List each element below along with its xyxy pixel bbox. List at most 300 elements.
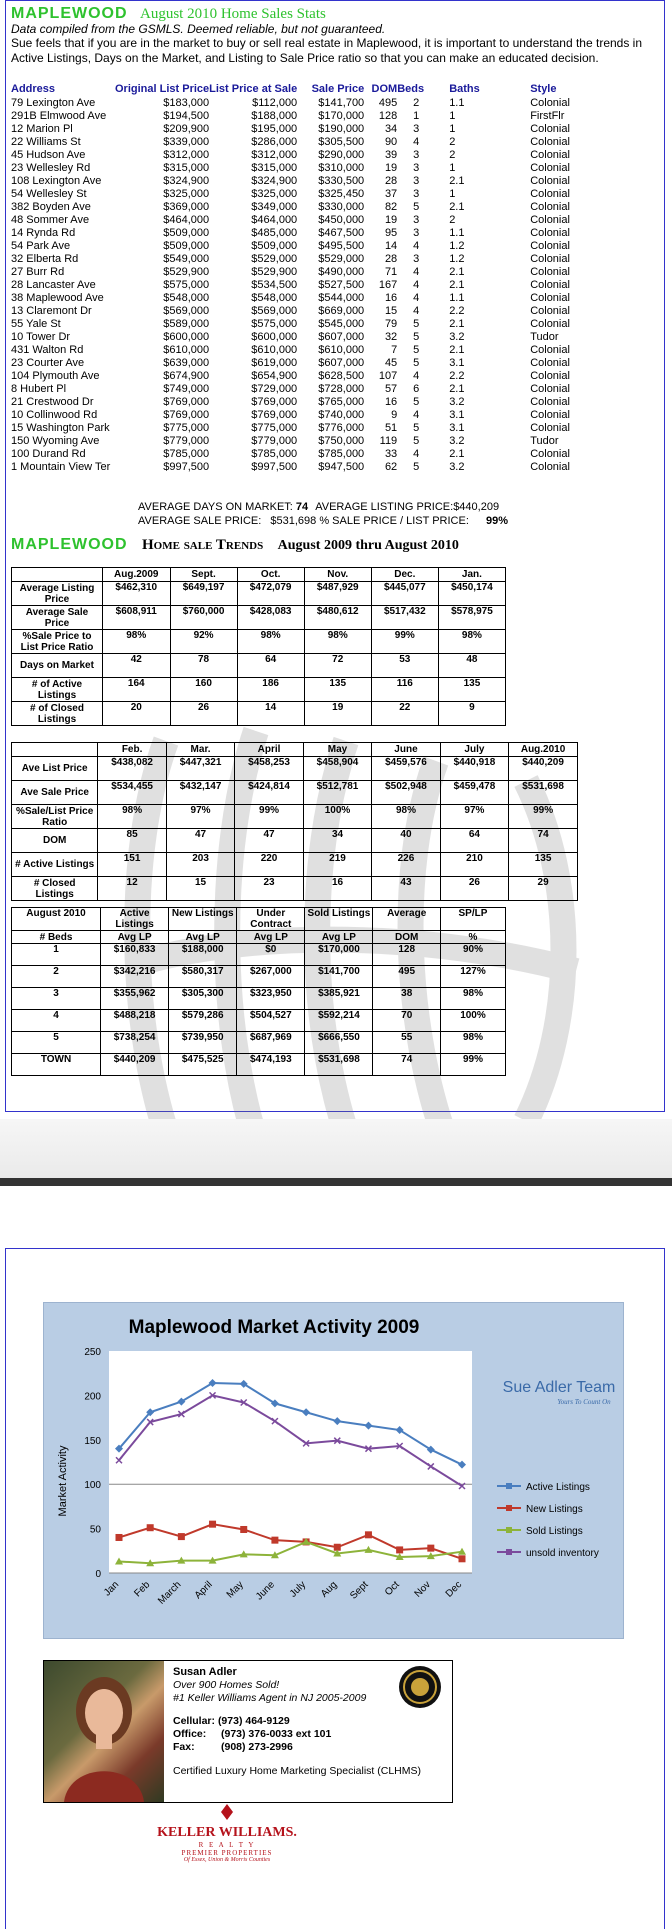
table-cell: 151 xyxy=(98,853,166,877)
col-dom: DOM xyxy=(371,82,398,95)
agent-name: Susan Adler xyxy=(173,1666,237,1678)
table-cell: $738,254 xyxy=(101,1032,169,1054)
table-cell: 64 xyxy=(237,654,304,678)
x-tick-label: Feb xyxy=(132,1579,153,1600)
table-cell: 2.1 xyxy=(449,383,465,395)
table-cell: $339,000 xyxy=(163,136,210,148)
table-cell: $438,082 xyxy=(98,757,166,781)
table-cell: 1 xyxy=(449,188,456,200)
table-cell: $315,000 xyxy=(251,162,298,174)
table-cell: $669,000 xyxy=(318,305,365,317)
table-cell: 3.1 xyxy=(449,422,465,434)
table-cell: $325,000 xyxy=(251,188,298,200)
table-cell: 220 xyxy=(235,853,303,877)
table-cell: 108 Lexington Ave xyxy=(11,175,102,187)
table-cell: 7 xyxy=(391,344,398,356)
table-cell: 5 xyxy=(413,318,420,330)
table-subheader-row xyxy=(12,931,506,944)
x-tick-label: Dec xyxy=(443,1579,465,1600)
row-label: Ave Sale Price xyxy=(12,781,98,805)
column-subheader: DOM xyxy=(373,931,440,944)
table-cell: 4 xyxy=(413,305,420,317)
table-cell: 4 xyxy=(413,409,420,421)
table-cell: 3 xyxy=(413,149,420,161)
table-cell: $349,000 xyxy=(251,201,298,213)
table-cell: 291B Elmwood Ave xyxy=(11,110,107,122)
table-cell: 1.1 xyxy=(449,227,465,239)
table-row xyxy=(11,318,600,331)
table-cell: $267,000 xyxy=(237,966,305,988)
table-cell: 10 Collinwood Rd xyxy=(11,409,98,421)
report-page-1 xyxy=(5,0,665,1112)
table-cell: 32 xyxy=(384,331,398,343)
office-phone[interactable]: (973) 376-0033 ext 101 xyxy=(221,1728,332,1740)
table-cell: 27 Burr Rd xyxy=(11,266,65,278)
table-cell: 3 xyxy=(413,253,420,265)
table-cell: 6 xyxy=(413,383,420,395)
brand-title: MAPLEWOOD xyxy=(11,5,128,22)
table-cell: $619,000 xyxy=(251,357,298,369)
table-cell: $769,000 xyxy=(163,409,210,421)
table-row xyxy=(11,422,600,435)
table-cell: $432,147 xyxy=(166,781,234,805)
table-cell: 127% xyxy=(440,966,505,988)
kw-crest-icon xyxy=(207,1802,247,1822)
table-cell: $529,000 xyxy=(318,253,365,265)
table-cell: 74 xyxy=(373,1054,440,1076)
table-cell: 2.1 xyxy=(449,266,465,278)
table-cell: $330,500 xyxy=(318,175,365,187)
table-cell: 37 xyxy=(384,188,398,200)
table-cell: $608,911 xyxy=(103,606,171,630)
table-cell: 186 xyxy=(237,678,304,702)
column-header: Under Contract xyxy=(237,908,305,931)
table-cell: $947,500 xyxy=(318,461,365,473)
bedroom-breakdown-table xyxy=(11,907,506,1076)
brokerage-realty: R E A L T Y xyxy=(198,1841,256,1849)
table-cell: $488,218 xyxy=(101,1010,169,1032)
x-tick-label: July xyxy=(287,1579,309,1600)
table-cell: 203 xyxy=(166,853,234,877)
table-row xyxy=(11,409,600,422)
table-cell: $195,000 xyxy=(251,123,298,135)
table-cell: 3.2 xyxy=(449,331,465,343)
table-cell: 1 Mountain View Ter xyxy=(11,461,111,473)
table-cell: Colonial xyxy=(530,175,570,187)
table-cell: 98% xyxy=(103,630,171,654)
avg-sale-price-value: $531,698 xyxy=(270,515,317,527)
table-cell: $765,000 xyxy=(318,396,365,408)
column-header: SP/LP xyxy=(440,908,505,931)
table-cell: Colonial xyxy=(530,188,570,200)
table-cell: 2 xyxy=(449,149,456,161)
table-cell: 167 xyxy=(378,279,398,291)
table-cell: 72 xyxy=(304,654,371,678)
table-cell: $440,209 xyxy=(101,1054,169,1076)
table-cell: Colonial xyxy=(530,97,570,109)
brokerage-premier: PREMIER PROPERTIES xyxy=(181,1849,273,1857)
row-label: 5 xyxy=(12,1032,101,1054)
team-logo-text: Sue Adler Team xyxy=(502,1379,616,1396)
table-cell: $534,500 xyxy=(251,279,298,291)
fax-label: Fax: xyxy=(173,1741,195,1753)
table-cell: $545,000 xyxy=(318,318,365,330)
table-cell: $342,216 xyxy=(101,966,169,988)
table-cell: Colonial xyxy=(530,123,570,135)
table-cell: 42 xyxy=(103,654,171,678)
table-cell: 160 xyxy=(170,678,237,702)
table-row xyxy=(12,606,506,630)
table-cell: 15 Washington Park xyxy=(11,422,110,434)
y-tick-label: 250 xyxy=(84,1347,101,1358)
table-cell: $170,000 xyxy=(318,110,365,122)
table-cell: 2 xyxy=(449,136,456,148)
col-beds: Beds xyxy=(397,82,425,95)
table-cell: $654,900 xyxy=(251,370,298,382)
table-row xyxy=(11,266,600,279)
table-cell: $509,000 xyxy=(163,240,210,252)
data-point xyxy=(178,1533,185,1540)
table-cell: $467,500 xyxy=(318,227,365,239)
table-cell: $775,000 xyxy=(163,422,210,434)
sales-table xyxy=(11,81,600,474)
table-row xyxy=(11,279,600,292)
data-source-note: Data compiled from the GSMLS. Deemed reliable, but not guaranteed. xyxy=(11,22,386,36)
table-cell: 14 xyxy=(237,702,304,726)
table-cell: Colonial xyxy=(530,149,570,161)
table-cell: $475,525 xyxy=(169,1054,237,1076)
table-cell: 3 xyxy=(413,175,420,187)
table-cell: FirstFlr xyxy=(530,110,565,122)
table-cell: 29 xyxy=(509,877,578,901)
table-row xyxy=(12,1010,506,1032)
row-label: 4 xyxy=(12,1010,101,1032)
col-baths: Baths xyxy=(449,82,480,95)
legend-marker xyxy=(506,1549,512,1555)
table-cell: 45 Hudson Ave xyxy=(11,149,86,161)
table-cell: $330,000 xyxy=(318,201,365,213)
table-cell: 4 xyxy=(413,279,420,291)
table-cell: 12 Marion Pl xyxy=(11,123,73,135)
table-cell: $529,900 xyxy=(251,266,298,278)
row-label: Ave List Price xyxy=(12,757,98,781)
table-cell: 22 Williams St xyxy=(11,136,81,148)
table-row xyxy=(11,175,600,188)
table-row xyxy=(11,149,600,162)
sp-lp-value: 99% xyxy=(485,515,508,527)
table-cell: 1.1 xyxy=(449,292,465,304)
table-cell: 23 Courter Ave xyxy=(11,357,85,369)
table-cell: 4 xyxy=(413,448,420,460)
table-cell: 4 xyxy=(413,370,420,382)
table-cell: 16 xyxy=(303,877,371,901)
table-cell: Colonial xyxy=(530,162,570,174)
table-cell: $749,000 xyxy=(163,383,210,395)
table-cell: 28 xyxy=(384,175,398,187)
table-cell: $548,000 xyxy=(163,292,210,304)
avg-dom-value: 74 xyxy=(295,501,309,513)
table-cell: $160,833 xyxy=(101,944,169,966)
table-row xyxy=(11,110,600,123)
report-header xyxy=(11,5,326,23)
team-logo-tagline: Yours To Count On xyxy=(557,1398,611,1406)
table-cell: 98% xyxy=(440,1032,505,1054)
data-point xyxy=(209,1521,216,1528)
table-cell: $607,000 xyxy=(318,357,365,369)
table-cell: 55 Yale St xyxy=(11,318,61,330)
table-cell: 70 xyxy=(373,1010,440,1032)
page-separator xyxy=(0,1119,672,1183)
table-cell: $600,000 xyxy=(163,331,210,343)
chart-title: Maplewood Market Activity 2009 xyxy=(128,1317,420,1338)
table-row xyxy=(11,305,600,318)
table-cell: 3.1 xyxy=(449,409,465,421)
table-cell: 3 xyxy=(413,188,420,200)
table-cell: 2 xyxy=(449,214,456,226)
table-cell: Colonial xyxy=(530,305,570,317)
table-cell: $325,450 xyxy=(318,188,365,200)
table-cell: $458,904 xyxy=(303,757,371,781)
table-row xyxy=(11,214,600,227)
legend-marker xyxy=(506,1483,512,1489)
column-header xyxy=(12,743,98,757)
data-point xyxy=(459,1555,466,1562)
col-original-list-price: Original List Price xyxy=(115,82,210,95)
table-cell: Colonial xyxy=(530,136,570,148)
cell-row xyxy=(173,1715,290,1727)
avg-list-price-label: AVERAGE LISTING PRICE: xyxy=(315,501,454,513)
table-cell: 98% xyxy=(98,805,166,829)
table-cell: $529,000 xyxy=(251,253,298,265)
table-cell: $424,814 xyxy=(235,781,303,805)
table-cell: 382 Boyden Ave xyxy=(11,201,91,213)
table-cell: 40 xyxy=(372,829,440,853)
table-cell: 23 xyxy=(235,877,303,901)
table-cell: Colonial xyxy=(530,370,570,382)
table-cell: $209,900 xyxy=(163,123,210,135)
table-cell: $305,500 xyxy=(318,136,365,148)
table-cell: 5 xyxy=(413,422,420,434)
table-cell: $769,000 xyxy=(251,409,298,421)
table-cell: $355,962 xyxy=(101,988,169,1010)
table-row xyxy=(12,966,506,988)
table-cell: 28 Lancaster Ave xyxy=(11,279,96,291)
table-cell: Colonial xyxy=(530,292,570,304)
column-header: Sept. xyxy=(170,568,237,582)
table-cell: $610,000 xyxy=(163,344,210,356)
table-cell: $512,781 xyxy=(303,781,371,805)
table-cell: Colonial xyxy=(530,461,570,473)
table-cell: 97% xyxy=(166,805,234,829)
table-cell: Colonial xyxy=(530,448,570,460)
table-cell: 78 xyxy=(170,654,237,678)
column-subheader: % xyxy=(440,931,505,944)
table-cell: 2.2 xyxy=(449,370,465,382)
table-cell: $728,000 xyxy=(318,383,365,395)
summary-line-2 xyxy=(138,515,508,527)
table-row xyxy=(11,435,600,448)
table-cell: Colonial xyxy=(530,253,570,265)
table-cell: $324,900 xyxy=(251,175,298,187)
x-tick-label: April xyxy=(192,1579,215,1602)
table-cell: 26 xyxy=(440,877,508,901)
table-cell: $286,000 xyxy=(251,136,298,148)
table-cell: $487,929 xyxy=(304,582,371,606)
table-cell: 1.1 xyxy=(449,97,465,109)
table-cell: $531,698 xyxy=(305,1054,373,1076)
row-label: # of Closed Listings xyxy=(12,702,103,726)
x-tick-label: June xyxy=(253,1579,278,1603)
table-row xyxy=(11,370,600,383)
table-cell: $769,000 xyxy=(251,396,298,408)
table-cell: Colonial xyxy=(530,344,570,356)
row-label: %Sale Price to List Price Ratio xyxy=(12,630,103,654)
y-tick-label: 100 xyxy=(84,1480,101,1492)
table-cell: 85 xyxy=(98,829,166,853)
table-cell: $639,000 xyxy=(163,357,210,369)
table-cell: $580,317 xyxy=(169,966,237,988)
table-cell: $531,698 xyxy=(509,781,578,805)
table-cell: Colonial xyxy=(530,279,570,291)
table-cell: $569,000 xyxy=(163,305,210,317)
table-cell: 9 xyxy=(391,409,398,421)
table-row xyxy=(11,123,600,136)
table-cell: 495 xyxy=(373,966,440,988)
table-cell: $312,000 xyxy=(163,149,210,161)
table-row xyxy=(11,136,600,149)
table-row xyxy=(11,227,600,240)
agent-photo xyxy=(44,1661,164,1802)
table-cell: $188,000 xyxy=(169,944,237,966)
y-tick-label: 150 xyxy=(84,1435,101,1447)
brokerage-name: KELLER WILLIAMS. xyxy=(157,1825,297,1840)
table-cell: 226 xyxy=(372,853,440,877)
table-cell: 119 xyxy=(379,435,398,447)
table-cell: $385,921 xyxy=(305,988,373,1010)
row-label: %Sale/List Price Ratio xyxy=(12,805,98,829)
table-cell: 13 Claremont Dr xyxy=(11,305,92,317)
cell-phone[interactable]: (973) 464-9129 xyxy=(217,1715,290,1727)
avg-list-price-value: $440,209 xyxy=(453,501,500,513)
certification: Certified Luxury Home Marketing Specialist (CLHMS) xyxy=(173,1765,421,1777)
table-cell: $549,000 xyxy=(163,253,210,265)
table-row xyxy=(11,383,600,396)
table-cell: $600,000 xyxy=(251,331,298,343)
table-header-row xyxy=(12,908,506,931)
table-cell: 38 Maplewood Ave xyxy=(11,292,104,304)
col-list-price-at-sale: List Price at Sale xyxy=(209,82,298,95)
table-cell: 20 xyxy=(103,702,171,726)
row-label: 1 xyxy=(12,944,101,966)
table-row xyxy=(12,988,506,1010)
table-cell: 45 xyxy=(384,357,398,369)
table-cell: $445,077 xyxy=(371,582,438,606)
table-cell: 22 xyxy=(371,702,438,726)
table-cell: $739,950 xyxy=(169,1032,237,1054)
y-tick-label: 0 xyxy=(95,1569,101,1580)
x-tick-label: Nov xyxy=(412,1579,433,1600)
table-cell: 95 xyxy=(384,227,398,239)
table-cell: 116 xyxy=(371,678,438,702)
table-cell: 16 xyxy=(384,292,398,304)
table-cell: $440,918 xyxy=(440,757,508,781)
table-cell: $578,975 xyxy=(438,606,505,630)
table-cell: 5 xyxy=(413,435,420,447)
table-cell: 1.2 xyxy=(449,253,465,265)
legend-label: New Listings xyxy=(526,1504,583,1515)
table-cell: 26 xyxy=(170,702,237,726)
table-cell: Colonial xyxy=(530,266,570,278)
column-header: Sold Listings xyxy=(305,908,373,931)
table-cell: 150 Wyoming Ave xyxy=(11,435,100,447)
table-row xyxy=(12,630,506,654)
data-point xyxy=(396,1546,403,1553)
data-point xyxy=(365,1531,372,1538)
summary-line-1 xyxy=(138,501,499,513)
report-subtitle: August 2010 Home Sales Stats xyxy=(140,6,326,22)
table-cell: 5 xyxy=(413,461,420,473)
table-cell: 1.2 xyxy=(449,240,465,252)
table-cell: $305,300 xyxy=(169,988,237,1010)
row-label: TOWN xyxy=(12,1054,101,1076)
table-cell: 5 xyxy=(413,357,420,369)
table-cell: 431 Walton Rd xyxy=(11,344,84,356)
table-cell: 135 xyxy=(304,678,371,702)
column-subheader: Avg LP xyxy=(237,931,305,944)
table-row xyxy=(12,1032,506,1054)
column-header xyxy=(12,568,103,582)
table-cell: 98% xyxy=(438,630,505,654)
table-cell: Tudor xyxy=(530,331,559,343)
table-cell: 99% xyxy=(371,630,438,654)
trends-heading: Home sale Trends xyxy=(142,537,264,553)
y-tick-label: 50 xyxy=(89,1524,101,1536)
x-tick-label: March xyxy=(156,1579,184,1607)
table-cell: $628,500 xyxy=(318,370,365,382)
table-cell: $750,000 xyxy=(318,435,365,447)
table-header-row xyxy=(12,743,578,757)
table-cell: $440,209 xyxy=(509,757,578,781)
table-cell: 135 xyxy=(438,678,505,702)
table-cell: 5 xyxy=(413,201,420,213)
table-row xyxy=(11,97,600,110)
table-cell: $495,500 xyxy=(318,240,365,252)
table-cell: $569,000 xyxy=(251,305,298,317)
table-cell: $687,969 xyxy=(237,1032,305,1054)
table-row xyxy=(12,781,578,805)
table-cell: 210 xyxy=(440,853,508,877)
brokerage-logo xyxy=(152,1802,302,1863)
intro-paragraph: Sue feels that if you are in the market to buy or sell real estate in Maplewood, it is important to understand the trends in Active Listings, Days on the Market, and Listing to Sale Price ratio so that you can make an educated decision. xyxy=(11,36,643,65)
table-cell: 34 xyxy=(384,123,398,135)
table-cell: $323,950 xyxy=(237,988,305,1010)
table-cell: 3 xyxy=(413,123,420,135)
table-cell: $579,286 xyxy=(169,1010,237,1032)
row-label: # Active Listings xyxy=(12,853,98,877)
table-row xyxy=(12,944,506,966)
fax-number: (908) 273-2996 xyxy=(221,1741,293,1753)
table-cell: 14 xyxy=(384,240,398,252)
table-cell: 1 xyxy=(449,110,456,122)
table-cell: $610,000 xyxy=(251,344,298,356)
column-header: May xyxy=(303,743,371,757)
table-cell: Colonial xyxy=(530,409,570,421)
column-header: Dec. xyxy=(371,568,438,582)
trends-brand: MAPLEWOOD xyxy=(11,536,128,553)
table-cell: 32 Elberta Rd xyxy=(11,253,79,265)
table-row xyxy=(12,654,506,678)
table-cell: 54 Park Ave xyxy=(11,240,71,252)
